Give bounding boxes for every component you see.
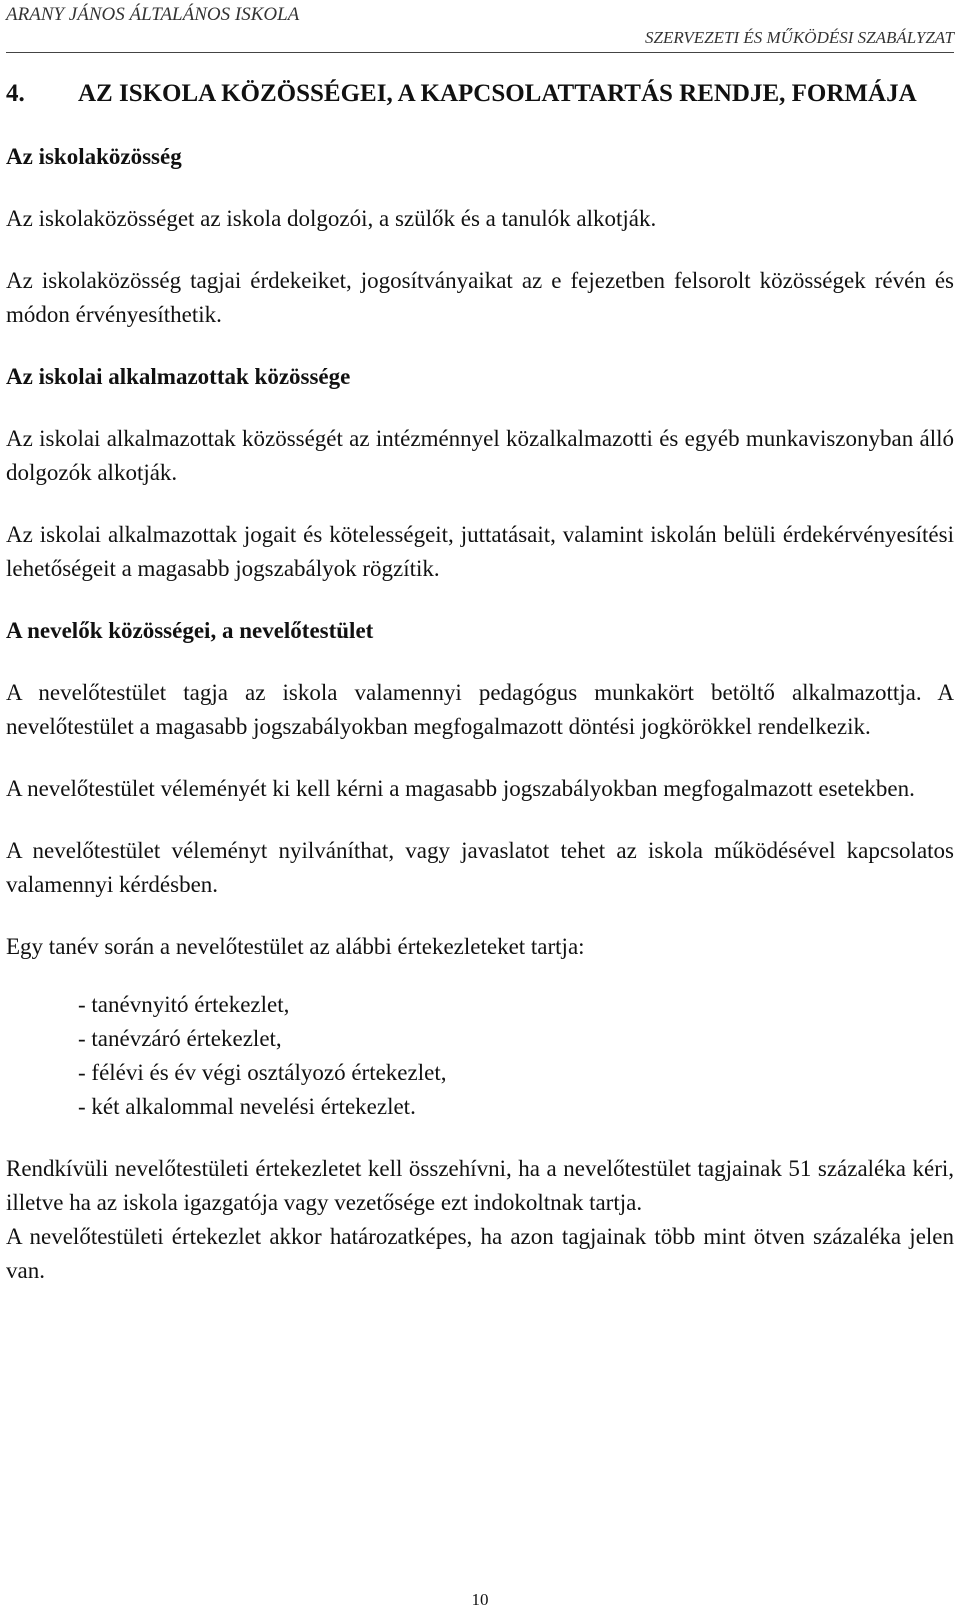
section-heading-alkalmazottak: Az iskolai alkalmazottak közössége	[6, 364, 351, 389]
page-content	[6, 76, 954, 1288]
chapter-heading	[6, 76, 954, 112]
chapter-title: AZ ISKOLA KÖZÖSSÉGEI, A KAPCSOLATTARTÁS RENDJE, FORMÁJA	[78, 80, 917, 107]
section-heading-nevelotestulet: A nevelők közösségei, a nevelőtestület	[6, 618, 374, 643]
paragraph: Az iskolaközösséget az iskola dolgozói, a szülők és a tanulók alkotják.	[6, 206, 657, 231]
chapter-number: 4.	[6, 80, 25, 107]
paragraph: Egy tanév során a nevelőtestület az alábbi értekezleteket tartja:	[6, 934, 585, 959]
paragraph: A nevelőtestületi értekezlet akkor határozatképes, ha azon tagjainak több mint ötven százaléka jelen van.	[6, 1224, 954, 1283]
page-header	[6, 0, 954, 56]
paragraph: Az iskolai alkalmazottak közösségét az intézménnyel közalkalmazotti és egyéb munkaviszonyban álló dolgozók alkotják.	[6, 426, 954, 485]
section-heading-iskolakozosseg: Az iskolaközösség	[6, 144, 182, 169]
paragraph: A nevelőtestület véleményét ki kell kérni a magasabb jogszabályokban megfogalmazott esetekben.	[6, 776, 915, 801]
list-item: - tanévnyitó értekezlet,	[78, 992, 290, 1017]
list-item: - tanévzáró értekezlet,	[78, 1026, 282, 1051]
paragraph: A nevelőtestület véleményt nyilváníthat, vagy javaslatot tehet az iskola működésével kapcsolatos valamennyi kérdésben.	[6, 838, 954, 897]
list-item: - két alkalommal nevelési értekezlet.	[78, 1094, 416, 1119]
paragraph: A nevelőtestület tagja az iskola valamennyi pedagógus munkakört betöltő alkalmazottja. A nevelőtestület a magasabb jogszabályokban megfogalmazott döntési jogkörökkel rendelkezik.	[6, 680, 954, 739]
list-item: - félévi és év végi osztályozó értekezlet,	[78, 1060, 447, 1085]
header-document-title: SZERVEZETI ÉS MŰKÖDÉSI SZABÁLYZAT	[645, 28, 954, 47]
paragraph: Az iskolaközösség tagjai érdekeiket, jogosítványaikat az e fejezetben felsorolt közösségek révén és módon érvényesíthetik.	[6, 268, 954, 327]
meeting-list	[6, 988, 954, 1124]
header-rule	[6, 52, 954, 53]
header-school-name: ARANY JÁNOS ÁLTALÁNOS ISKOLA	[6, 4, 300, 25]
page-number: 10	[471, 1590, 489, 1609]
paragraph: Rendkívüli nevelőtestületi értekezletet kell összehívni, ha a nevelőtestület tagjainak 51 százaléka kéri, illetve ha az iskola igazgatója vagy vezetősége ezt indokoltnak tartja.	[6, 1156, 954, 1215]
paragraph: Az iskolai alkalmazottak jogait és kötelességeit, juttatásait, valamint iskolán belüli érdekérvényesítési lehetőségeit a magasabb jogszabályok rögzítik.	[6, 522, 954, 581]
